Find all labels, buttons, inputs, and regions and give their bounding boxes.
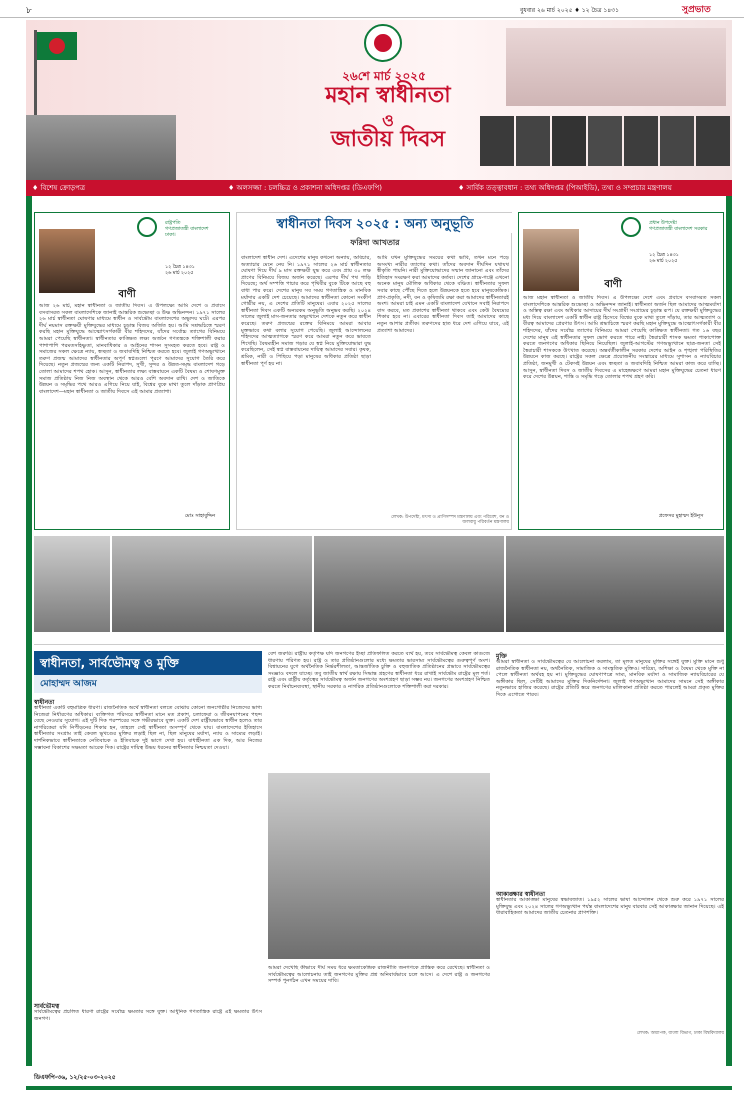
dfp-code: ডিএফপি-৩৬, ১২/২৫-০৩-২০২৫ [34,1074,116,1081]
chief-adviser-message-body: আজ মহান স্বাধীনতা ও জাতীয় দিবস। এ উপলক্ষ্যে দেশে এবং প্রবাসে বসবাসরত সকল বাংলাদেশিকে আন্তরিক শুভেচ্ছা ও অভিনন্দন জানাই। স্বাধীনতা অর্জন ছিল আমাদের আত্মমর্যাদা ও অস্তিত্ব রক্ষা এবং অধিকার আদায়ের দীর্ঘ সংগ্রামী সংগ্রামের চূড়ান্ত রূপ। যে রক্তক্ষয়ী মুক্তিযুদ্ধের মধ্য দিয়ে বাংলাদেশ একটি স্বাধীন রাষ্ট্র হিসেবে বিশ্বের বুকে মাথা তুলে দাঁড়ায়, তার আত্মত্যাগ ও বীরত্ব আমাদের প্রেরণার উৎস। আমি শ্রদ্ধাচিত্তে স্মরণ করছি মহান মুক্তিযুদ্ধে আত্মোৎসর্গকারী বীর শহিদদের, যাঁদের সর্বোচ্চ ত্যাগের বিনিময়ে আমরা পেয়েছি কাঙ্ক্ষিত স্বাধীনতা। গত ১৬ বছর দেশের মানুষ এই স্বাধীনতার সুফল ভোগ করতে পারে নাই। স্বৈরাচারী শাসক ক্ষমতা পাকাপোক্ত করতে জনগণের অধিকার ছিনিয়ে নিয়েছিল। জুলাই-আগস্টের গণঅভ্যুত্থানে ছাত্র-জনতা সেই স্বৈরাচারী শাসককে উৎখাত করেছে। অন্তর্বর্তীকালীন সরকার দেশের আইন ও শৃঙ্খলা পরিস্থিতির উন্নয়নে কাজ করছে। রাষ্ট্রের সকল ক্ষেত্রে প্রয়োজনীয় সংস্কারের মাধ্যমে সুশাসন ও ন্যায়বিচার প্রতিষ্ঠা, জনমুখী ও টেকসই উন্নয়ন এবং স্বচ্ছতা ও জবাবদিহি নিশ্চিত আমরা কাজ করে যাচ্ছি। আসুন, স্বাধীনতা দিবস ও জাতীয় দিবসের এ মাহেন্দ্রক্ষণে আমরা মহান মুক্তিযুদ্ধের চেতনা ধারণ করে দেশের উন্নয়ন, শান্তি ও সমৃদ্ধি গড়ে তোলার শপথ গ্রহণ করি। [523,295,721,381]
page-number: ৮ [26,6,32,16]
subhead-liberation: মুক্তি [496,653,507,660]
portrait [588,116,622,166]
supplement-strip [26,180,732,196]
portrait [624,116,658,166]
article-title-bar [237,213,513,233]
president-date: ১২ চৈত্র ১৪৩১ ২৬ মার্চ ২০২৫ [165,265,195,276]
government-seal-icon [364,24,402,62]
president-signature: মোঃ সাহাবুদ্দিন [184,513,216,519]
historic-photo [506,536,724,632]
article2-column-3b: স্বাধীনতার আকাঙ্ক্ষা মানুষের স্বভাবজাত। ১৯৫২ সালের ভাষা আন্দোলন থেকে শুরু করে ১৯৭১ সালের মুক্তিযুদ্ধ এবং ২০২৪ সালের গণঅভ্যুত্থান পর্যন্ত বাংলাদেশের মানুষ বারবার সেই আকাঙ্ক্ষার জানান দিয়েছে। এই ধারাবাহিকতা আমাদের জাতীয় চেতনার প্রাণশক্তি। [496,897,724,917]
article-column-1: বাংলাদেশ স্বাধীন দেশ। এদেশের মানুষ কখনো অন্যায়, অবিচার, অত্যাচার মেনে নেয় নি। ১৯৭১ সালের ২৬ মার্চ স্বাধীনতার ঘোষণা দিয়ে দীর্ঘ ৯ মাস রক্তক্ষয়ী যুদ্ধ করে এবং প্রায় ৩০ লক্ষ প্রাণের বিনিময়ে বিজয় অর্জন করেছে। এরপর দীর্ঘ পথ পাড়ি দিয়েছে; অর্থ সম্পত্তি পাচার করে পৃথিবীর বুকে টিকে আছে বহু বাধা পার করে। দেশের মানুষ সব সময় গণতান্ত্রিক ও মানবিক মর্যাদার একটি দেশ চেয়েছে। আমাদের স্বাধীনতা কোনো সংকীর্ণ গোষ্ঠীর নয়, এ দেশের প্রতিটি মানুষের। এবার ২০২৫ সালের স্বাধীনতা দিবস একটি অন্যরকম অনুভূতি অনুভব করছি। ২০২৪ সালের জুলাই মাস-জনতার অভ্যুত্থানে দেশকে নতুন করে স্বাধীন করেছে। তরুণ প্রজন্মের রক্তের বিনিময়ে আমরা আবার মুক্তভাবে কথা বলার সুযোগ পেয়েছি। জুলাই আন্দোলনের শহিদদের আত্মত্যাগকে স্মরণ করে আমরা নতুন করে ভাবতে শিখেছি। বৈষম্যহীন সমাজ গড়ার যে স্বপ্ন নিয়ে মুক্তিযোদ্ধারা যুদ্ধ করেছিলেন, সেই স্বপ্ন বাস্তবায়নের দায়িত্ব আমাদের সবার। কৃষক, শ্রমিক, নারী ও পিছিয়ে পড়া মানুষের অধিকার প্রতিষ্ঠা ছাড়া স্বাধীনতা পূর্ণ হয় না। [241,255,371,367]
president-message-title: বাণী [118,289,136,300]
article2-column-2b: আমরা দেখেছি কীভাবে দীর্ঘ সময় ধরে ক্ষমতাকেন্দ্রিক রাজনীতি জনগণকে প্রান্তিক করে রেখেছে। স্বাধীনতা ও সার্বভৌমত্বের আলোচনায় তাই জনগণের মুক্তির প্রশ্ন অনিবার্যভাবে চলে আসে। এ দেশে রাষ্ট্র ও জনগণের সম্পর্ক পুনর্গঠন এখন সময়ের দাবি। [268,965,490,985]
article2-column-1b: সার্বভৌমত্বের প্রচলিত ধারণা রাষ্ট্রের সর্বোচ্চ ক্ষমতার সঙ্গে যুক্ত। আধুনিক গণতান্ত্রিক রাষ্ট্রে এই ক্ষমতার উৎস জনগণ। [34,1009,262,1022]
strip-middle: ♦ অলসজ্জা : চলচ্চিত্র ও প্রকাশনা অধিদপ্তর (ডিএফপি) [228,184,382,192]
banner [26,20,732,180]
right-border [726,196,732,1066]
article-author: ফরিদা আখতার [350,237,400,247]
subhead-sovereignty: সার্বভৌমত্ব [34,1003,60,1010]
bangladesh-emblem-icon [137,217,157,237]
article-column-2: আমি যখন মুক্তিযুদ্ধের সময়ের কথা ভাবি, তখন মনে পড়ে অসংখ্য নারীর ত্যাগের কথা। তাঁদের অবদান দীর্ঘদিন যথাযথ স্বীকৃতি পায়নি। নারী মুক্তিযোদ্ধাদের সম্মান জানানো এবং তাঁদের ইতিহাস সংরক্ষণ করা আমাদের কর্তব্য। দেশের গ্রামে-গঞ্জে এখনো অনেক মানুষ মৌলিক অধিকার থেকে বঞ্চিত। স্বাধীনতার সুফল সবার কাছে পৌঁছে দিতে হলে উন্নয়নকে হতে হবে মানুষকেন্দ্রিক। প্রাণ-প্রকৃতি, নদী, বন ও কৃষিজমি রক্ষা করা আমাদের স্বাধীনতারই অংশ। আমরা চাই এমন একটি বাংলাদেশ যেখানে সবাই নিরাপদে বাস করবে, মত প্রকাশের স্বাধীনতা থাকবে এবং কেউ বৈষম্যের শিকার হবে না। এবারের স্বাধীনতা দিবস তাই আমাদের কাছে নতুন আশার প্রতীক। তরুণদের হাত ধরে দেশ এগিয়ে যাবে, এই প্রত্যাশা আমাদের। [377,255,509,334]
chief-adviser-message-title: বাণী [604,279,622,290]
chief-adviser-message [518,212,724,530]
banner-title-1: মহান স্বাধীনতা [325,83,451,108]
procession-photo [268,773,490,959]
portrait [552,116,586,166]
article2-column-2: বেশ জরুরি। রাষ্ট্রীয় কর্তৃপক্ষ যদি জনগণের ইচ্ছা প্রতিফলিত করতে ব্যর্থ হয়, তবে সার্বভৌমত্ব কেবল কাগুজে ধারণায় পরিণত হয়। রাষ্ট্র ও তার প্রতিষ্ঠানগুলোর মধ্যে ক্ষমতার ভারসাম্য সার্বভৌমত্বের গুরুত্বপূর্ণ অংশ। বিশ্বায়নের যুগে অর্থনৈতিক নির্ভরশীলতা, আন্তর্জাতিক চুক্তি ও বহুজাতিক প্রতিষ্ঠানের প্রভাবে সার্বভৌমত্বের সংজ্ঞাও বদলে যাচ্ছে। তবু জাতীয় স্বার্থ রক্ষায় সিদ্ধান্ত গ্রহণের স্বাধীনতা ধরে রাখাই সার্বভৌম রাষ্ট্রের মূল শর্ত। রাষ্ট্র এবং রাষ্ট্রীয় কর্তৃত্বের সার্বভৌমত্ব অর্জন জনগণের অংশগ্রহণ ছাড়া সম্ভব নয়। জনগণের অংশগ্রহণ নিশ্চিত করতে নির্বাচনব্যবস্থা, স্থানীয় সরকার ও নাগরিক প্রতিষ্ঠানগুলোকে শক্তিশালী করা দরকার। [268,651,490,690]
martyr-portraits [476,110,732,180]
chief-adviser-date: ১২ চৈত্র ১৪৩১ ২৬ মার্চ ২০২৫ [649,253,679,264]
article2-title: স্বাধীনতা, সার্বভৌমত্ব ও মুক্তি [34,651,262,675]
article2-column-3: আমরা স্বাধীনতা ও সার্বভৌমত্বের যে আলোচনা করলাম, তা মূলত মানুষের মুক্তির সঙ্গেই যুক্ত। মুক্তি মানে শুধু রাজনৈতিক স্বাধীনতা নয়, অর্থনৈতিক, সামাজিক ও সাংস্কৃতিক মুক্তিও। দারিদ্র্য, অশিক্ষা ও বৈষম্য থেকে মুক্তি না পেলে স্বাধীনতা অর্থবহ হয় না। মুক্তিযুদ্ধের ঘোষণাপত্রে সাম্য, মানবিক মর্যাদা ও সামাজিক ন্যায়বিচারের যে অঙ্গীকার ছিল, সেটিই আমাদের মুক্তির দিকনির্দেশনা। জুলাই গণঅভ্যুত্থান আমাদের সামনে সেই অঙ্গীকার নতুনভাবে হাজির করেছে। রাষ্ট্রের প্রতিটি স্তরে জনগণের মালিকানা প্রতিষ্ঠা করতে পারলেই আমরা প্রকৃত মুক্তির দিকে এগোতে পারব। [496,659,724,698]
subhead-aspiration: আকাঙ্ক্ষার স্বাধীনতা [496,891,546,898]
strip-left: ♦ বিশেষ ক্রোড়পত্র [32,184,86,192]
president-message [34,212,230,530]
portrait [516,116,550,166]
flag-icon [37,32,77,60]
article-footnote: লেখক: উপদেষ্টা, মৎস্য ও প্রাণিসম্পদ মন্ত্রণালয় এবং পরিবেশ, বন ও জলবায়ু পরিবর্তন মন্ত্রণালয় [391,515,509,526]
article2-author: মোহাম্মদ আজম [34,675,262,693]
article2-column-1: স্বাধীনতা একটি বহুমাত্রিক ধারণা। রাজনৈতিক অর্থে স্বাধীনতা বলতে বোঝায় কোনো জনগোষ্ঠীর নিজেদের ভাগ্য নিজেরা নির্ধারণের অধিকার। ব্যক্তিগত পরিসরে স্বাধীনতা মানে মত প্রকাশ, চলাফেরা ও জীবনযাপনের পছন্দ বেছে নেওয়ার সুযোগ। এই দুটি দিক পরস্পরের সঙ্গে গভীরভাবে যুক্ত। একটি দেশ রাষ্ট্রীয়ভাবে স্বাধীন হলেও তার নাগরিকেরা যদি নিপীড়নের শিকার হন, তাহলে সেই স্বাধীনতা অসম্পূর্ণ থেকে যায়। বাংলাদেশের ইতিহাসে স্বাধীনতার সংগ্রাম তাই কেবল ভূখণ্ডের মুক্তির লড়াই ছিল না, ছিল মানুষের মর্যাদা, ন্যায় ও সাম্যের লড়াই। দার্শনিকভাবে স্বাধীনতাকে নেতিবাচক ও ইতিবাচক দুই ভাগে দেখা হয়। বাধাহীনতা এক দিক, আর নিজের সম্ভাবনা বিকাশের সক্ষমতা আরেক দিক। রাষ্ট্রের দায়িত্ব উভয় ধরনের স্বাধীনতার নিশ্চয়তা দেওয়া। [34,705,262,751]
page-header [0,0,744,18]
historic-photo [112,536,312,632]
chief-adviser-org: প্রধান উপদেষ্টা গণপ্রজাতন্ত্রী বাংলাদেশ সরকার [649,221,708,232]
chief-adviser-photo [523,229,579,291]
subhead-freedom: স্বাধীনতা [34,699,55,706]
header-date: বুধবার ২৬ মার্চ ২০২৫ ♦ ১২ চৈত্র ১৪৩১ [520,7,619,14]
portrait [660,116,694,166]
chief-adviser-signature: প্রফেসর মুহাম্মদ ইউনূস [658,513,704,519]
article2-footnote: লেখক: অধ্যাপক, বাংলা বিভাগ, ঢাকা বিশ্ববিদ্যালয় [636,1031,724,1036]
banner-title-2: ও [382,111,394,130]
president-photo [39,229,95,293]
president-org: রাষ্ট্রপতি গণপ্রজাতন্ত্রী বাংলাদেশ ঢাকা। [165,221,209,238]
portrait [696,116,730,166]
historic-photo [314,536,504,632]
strip-right: ♦ সার্বিক তত্ত্বাবধান : তথ্য অধিদপ্তর (পিআইডি), তথ্য ও সম্প্রচার মন্ত্রণালয় [458,184,672,192]
banner-date: ২৬শে মার্চ ২০২৫ [342,69,426,83]
article-freedom-sovereignty [34,644,724,1064]
historic-photo-strip [34,536,724,632]
historic-photo-collage-left [26,115,176,180]
portrait [480,116,514,166]
left-border [26,196,32,1066]
article-independence-day [236,212,512,530]
bangladesh-emblem-icon [621,217,641,237]
banner-title-3: জাতীয় দিবস [330,127,446,152]
masthead-logo: সুপ্রভাত [682,5,711,15]
president-message-body: আজ ২৬ মার্চ, মহান স্বাধীনতা ও জাতীয় দিবস। এ উপলক্ষ্যে আমি দেশে ও প্রবাসে বসবাসরত সকল বাংলাদেশিকে জানাই আন্তরিক শুভেচ্ছা ও উষ্ণ অভিনন্দন। ১৯৭১ সালের ২৬ মার্চ স্বাধীনতা ঘোষণার মাধ্যমে স্বাধীন ও সার্বভৌম বাংলাদেশের অভ্যুদয় ঘটে। এরপর দীর্ঘ নয়মাস রক্তক্ষয়ী মুক্তিযুদ্ধের মাধ্যমে চূড়ান্ত বিজয় অর্জিত হয়। আমি সশ্রদ্ধচিত্তে স্মরণ করছি মহান মুক্তিযুদ্ধে আত্মোৎসর্গকারী বীর শহিদদের, যাঁদের সর্বোচ্চ ত্যাগের বিনিময়ে আমরা পেয়েছি স্বাধীনতা। স্বাধীনতার কাঙ্ক্ষিত লক্ষ্য অর্জনে গণতন্ত্রকে শক্তিশালী করার পাশাপাশি পরমতসহিষ্ণুতা, মানবাধিকার ও আইনের শাসন সুসংহত করতে হবে। রাষ্ট্র ও সমাজের সকল ক্ষেত্রে ন্যায়, স্বচ্ছতা ও জবাবদিহি নিশ্চিত করতে হবে। জুলাই গণঅভ্যুত্থানে তরুণ প্রজন্ম আমাদের স্বাধীনতার অপূর্ণ স্বপ্নগুলো পূরণে আমাদের সুযোগ তৈরি করে দিয়েছে। নতুন প্রজন্মের জন্য একটি নিরাপদ, সুখী, সুন্দর ও উন্নত-সমৃদ্ধ বাংলাদেশ গড়ে তোলা আমাদের শপথ হোক। আসুন, স্বাধীনতার লক্ষ্য বাস্তবায়নে একটি বৈষম্য ও শোষণমুক্ত সমাজ প্রতিষ্ঠায় নিজ নিজ অবস্থান থেকে আরও বেশি অবদান রাখি। দেশ ও জাতিকে উন্নয়ন ও সমৃদ্ধির পথে আরও এগিয়ে নিয়ে যাই, বিশ্বের বুকে মাথা তুলে দাঁড়াক প্রাণপ্রিয় বাংলাদেশ—মহান স্বাধীনতা ও জাতীয় দিবসে এই আমার প্রত্যাশা। [39,303,225,395]
footer-rule [26,1086,732,1090]
memorial-photo [506,28,726,106]
historic-photo [34,536,110,632]
article-title: স্বাধীনতা দিবস ২০২৫ : অন্য অনুভূতি [276,217,474,232]
